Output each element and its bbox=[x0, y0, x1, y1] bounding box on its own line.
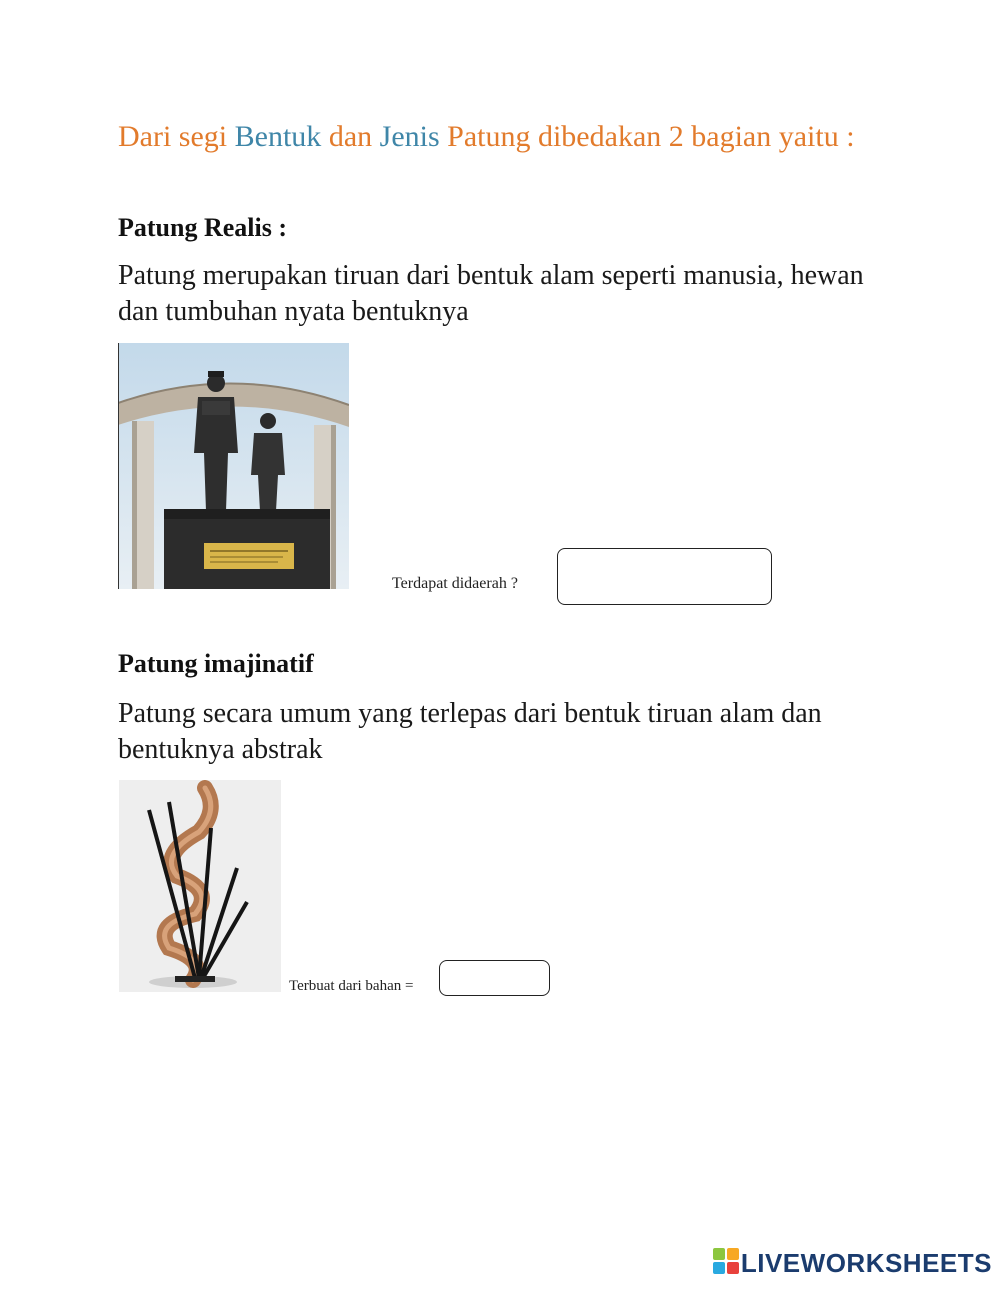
imajinatif-answer-input[interactable] bbox=[439, 960, 550, 996]
realis-question-label: Terdapat didaerah ? bbox=[392, 575, 518, 592]
imajinatif-sculpture-photo bbox=[119, 780, 281, 992]
title-part-1: Dari segi bbox=[118, 120, 235, 153]
liveworksheets-brand bbox=[713, 1248, 992, 1279]
title-jenis: Jenis bbox=[379, 120, 440, 153]
realis-heading: Patung Realis : bbox=[118, 213, 287, 242]
realis-description: Patung merupakan tiruan dari bentuk alam seperti manusia, hewan dan tumbuhan nyata bentuknya bbox=[118, 260, 864, 327]
title-bentuk: Bentuk bbox=[234, 120, 322, 153]
realis-statue-photo bbox=[118, 343, 349, 589]
imajinatif-heading: Patung imajinatif bbox=[118, 649, 314, 678]
liveworksheets-logo-icon bbox=[713, 1248, 739, 1279]
title-part-3: Patung dibedakan 2 bagian yaitu : bbox=[439, 120, 855, 153]
imajinatif-question-label: Terbuat dari bahan = bbox=[289, 978, 414, 994]
page-title bbox=[118, 116, 878, 158]
title-part-2: dan bbox=[321, 120, 380, 153]
brand-name: LIVEWORKSHEETS bbox=[740, 1248, 992, 1278]
imajinatif-description: Patung secara umum yang terlepas dari bentuk tiruan alam dan bentuknya abstrak bbox=[118, 698, 822, 765]
realis-answer-input[interactable] bbox=[557, 548, 772, 605]
